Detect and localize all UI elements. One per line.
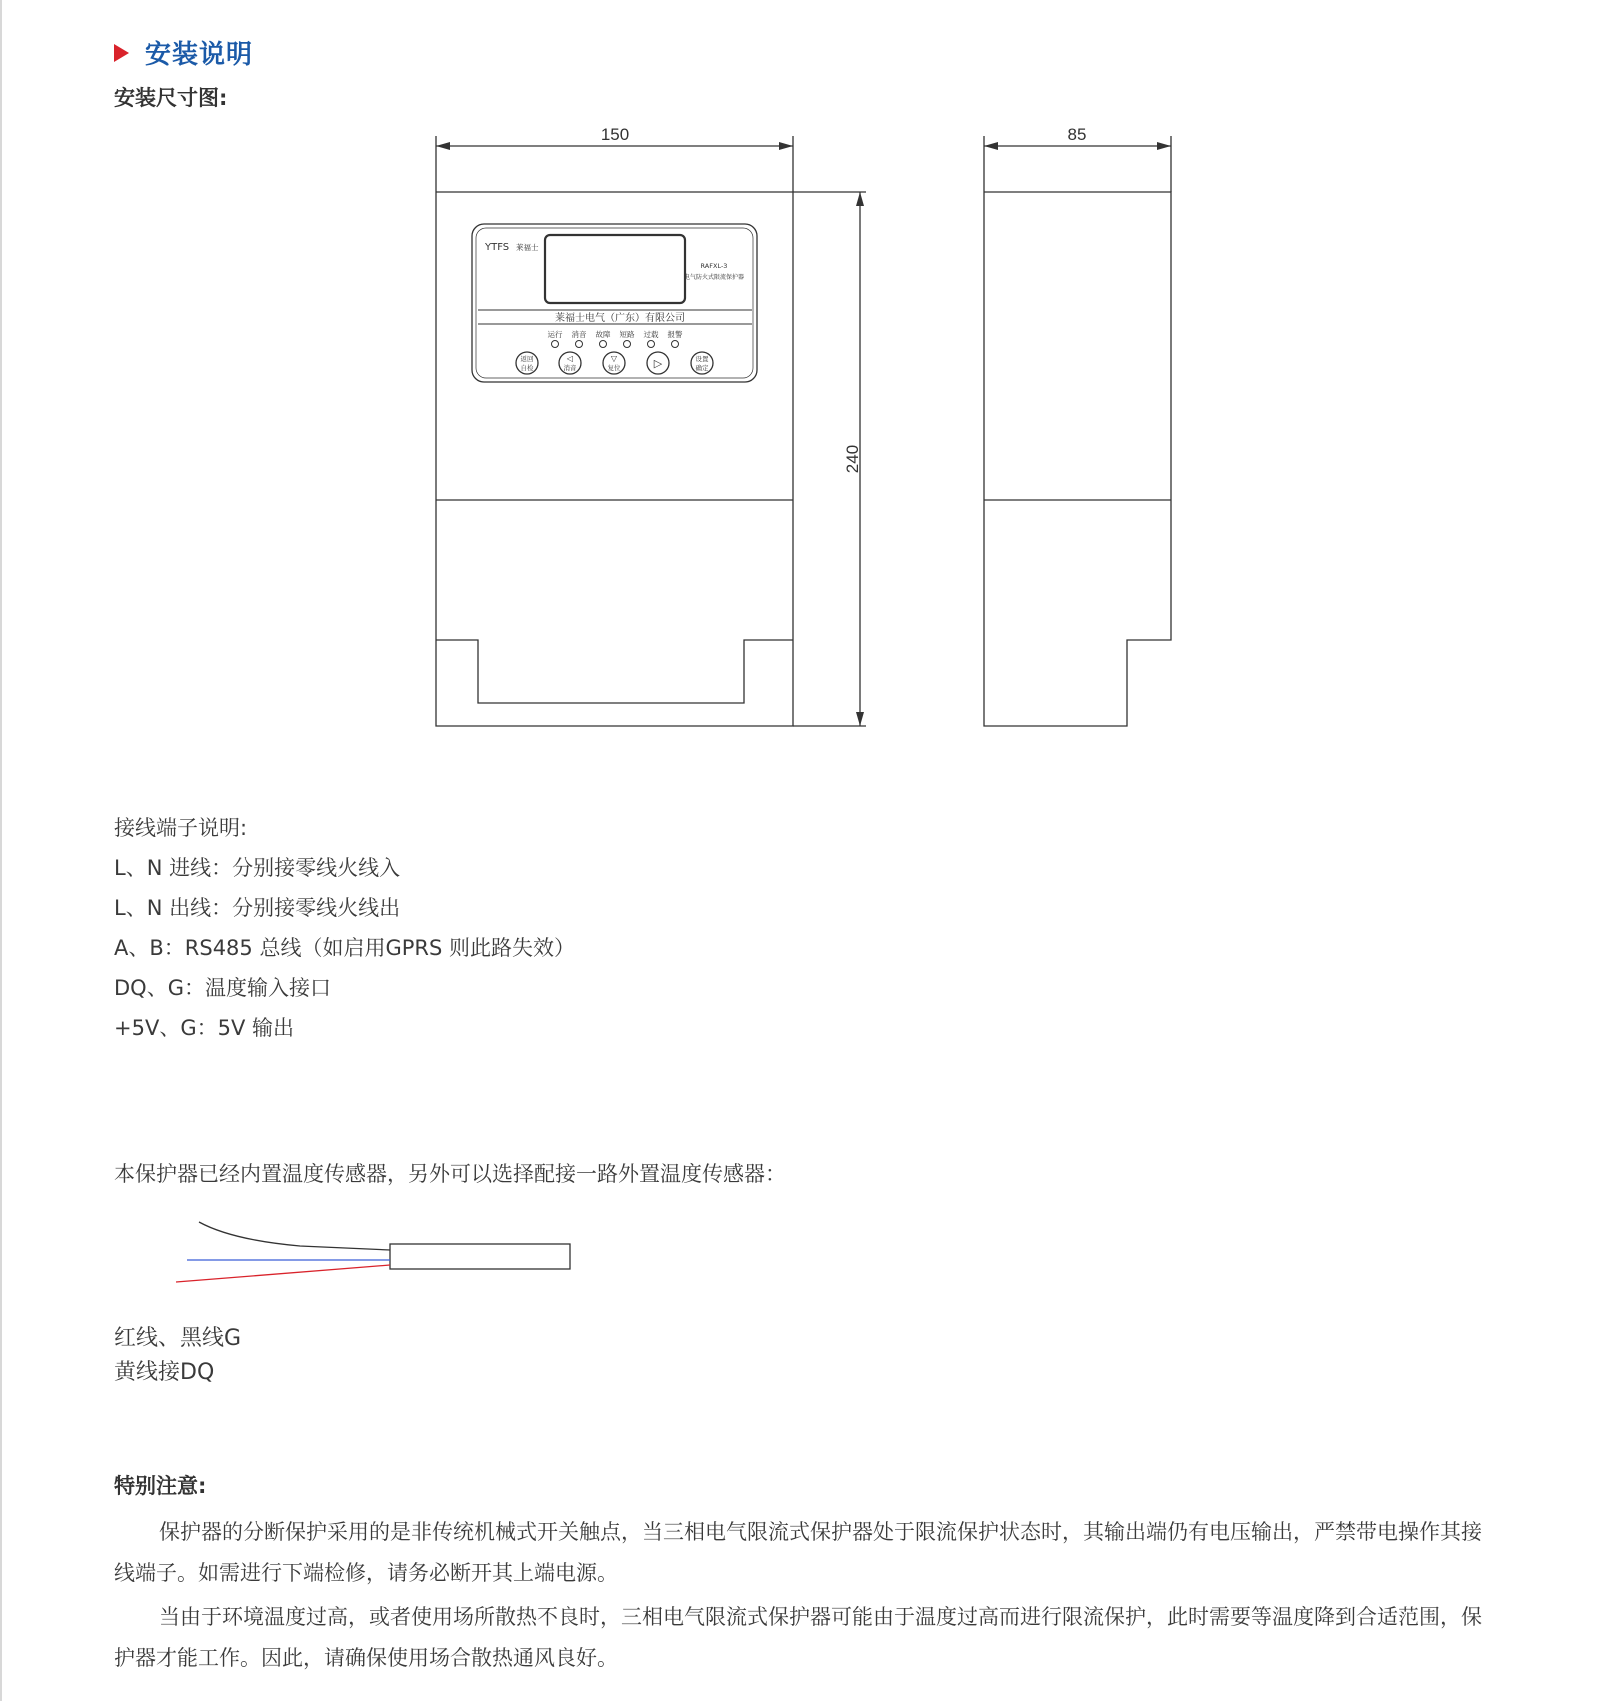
notice-paragraph: 当由于环境温度过高，或者使用场所散热不良时，三相电气限流式保护器可能由于温度过高而进行限流保护，此时需要等温度降到合适范围，保护器才能工作。因此，请确保使用场合散热通风良好。 <box>114 1605 1482 1670</box>
front-view <box>436 136 866 726</box>
front-body-outline <box>436 192 793 726</box>
wire-note: 黄线接DQ <box>114 1360 215 1385</box>
button-label-top: 返回 <box>520 355 534 363</box>
terminal-title: 接线端子说明: <box>114 816 248 840</box>
indicator-label: 故障 <box>595 330 611 339</box>
right-triangle-icon: ▷ <box>653 357 663 370</box>
arrow-icon <box>856 712 864 726</box>
indicator-label: 短路 <box>619 330 635 339</box>
side-body-outline <box>984 192 1171 726</box>
black-wire <box>199 1222 390 1250</box>
down-triangle-icon: ▽ <box>610 354 618 363</box>
arrow-icon <box>1157 142 1171 150</box>
arrow-icon <box>984 142 998 150</box>
side-view <box>984 136 1171 726</box>
indicator-label: 过载 <box>643 330 659 339</box>
terminal-item: +5V、G：5V 输出 <box>114 1016 294 1040</box>
arrow-icon <box>856 192 864 206</box>
dimension-drawing-title: 安装尺寸图: <box>114 86 228 110</box>
indicator-label: 报警 <box>667 330 683 339</box>
side-width-label: 85 <box>1067 125 1087 144</box>
led-indicator <box>672 341 679 348</box>
led-indicator <box>552 341 559 348</box>
indicator-label: 运行 <box>547 330 563 339</box>
front-height-label: 240 <box>843 444 862 474</box>
button-label-bottom: 复位 <box>607 364 621 372</box>
button-label-top: 设置 <box>695 355 709 363</box>
led-indicator <box>624 341 631 348</box>
temperature-sensor <box>176 1222 570 1282</box>
sensor-probe <box>390 1244 570 1269</box>
led-indicator <box>648 341 655 348</box>
terminal-item: DQ、G：温度输入接口 <box>114 976 331 1000</box>
front-base-cutout <box>436 640 793 703</box>
section-title: 安装说明 <box>145 40 254 70</box>
wire-note: 红线、黑线G <box>114 1326 242 1351</box>
button-label-bottom: 自检 <box>520 364 534 372</box>
terminal-description <box>114 808 575 1048</box>
company-name: 莱福士电气（广东）有限公司 <box>555 313 685 324</box>
terminal-item: L、N 出线：分别接零线火线出 <box>114 896 401 920</box>
notice-title: 特别注意: <box>114 1474 207 1498</box>
sensor-intro: 本保护器已经内置温度传感器，另外可以选择配接一路外置温度传感器： <box>114 1162 786 1186</box>
brand-logo: YTFS <box>485 242 510 253</box>
lcd-screen <box>545 235 685 303</box>
front-width-label: 150 <box>600 125 630 144</box>
button-label-bottom: 消音 <box>563 364 577 372</box>
notice-paragraph: 保护器的分断保护采用的是非传统机械式开关触点，当三相电气限流式保护器处于限流保护状态时，其输出端仍有电压输出，严禁带电操作其接线端子。如需进行下端检修，请务必断开其上端电源。 <box>114 1520 1482 1585</box>
terminal-item: L、N 进线：分别接零线火线入 <box>114 856 401 880</box>
button-label-bottom: 确定 <box>695 364 709 372</box>
led-indicator <box>576 341 583 348</box>
wire-notes <box>114 1322 241 1390</box>
terminal-item: A、B：RS485 总线（如启用GPRS 则此路失效） <box>114 936 575 960</box>
notice-body <box>114 1512 1494 1682</box>
model-number: RAFXL-3 <box>700 262 728 270</box>
red-wire <box>176 1265 390 1282</box>
brand-cn: 莱福士 <box>516 243 539 252</box>
arrow-icon <box>436 142 450 150</box>
indicator-label: 消音 <box>571 330 587 339</box>
arrow-icon <box>779 142 793 150</box>
led-indicator <box>600 341 607 348</box>
product-name: 电气防火式限流保护器 <box>683 274 745 281</box>
left-triangle-icon: ◁ <box>566 354 574 363</box>
